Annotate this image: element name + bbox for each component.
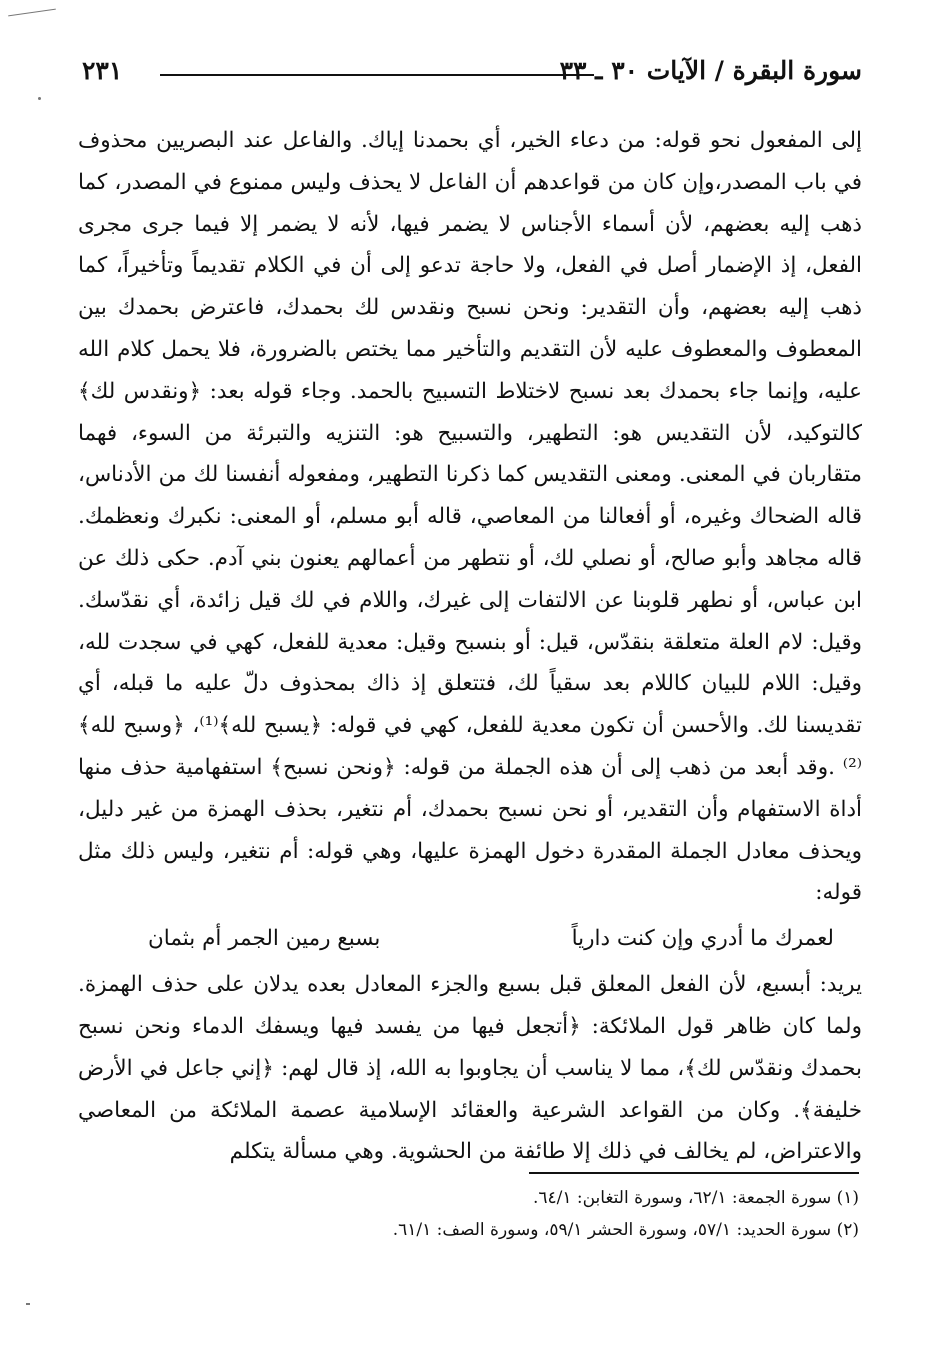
main-text [78, 120, 862, 1173]
footnote: (٢) سورة الحديد: ٥٧/١، وسورة الحشر ٥٩/١، وسورة الصف: ٦١/١. [392, 1220, 859, 1240]
scan-speck [8, 9, 56, 17]
page-header [82, 48, 862, 88]
paragraph: يريد: أبسبع، لأن الفعل المعلق قبل بسبع والجزء المعادل بعده يدلان على حذف الهمزة. ولما كان ظاهر قول الملائكة: ﴿أتجعل فيها من يفسد فيها ويسفك الدماء ونحن نسبح بحمدك ونقدّس لك﴾، مما لا يناسب أن يجاوبوا به الله، إذ قال لهم: ﴿إني جاعل في الأرض خليفة﴾. وكان من القواعد الشرعية والعقائد الإسلامية عصمة الملائكة من المعاصي والاعتراض، لم يخالف في ذلك إلا طائفة من الحشوية. وهي مسألة يتكلم [78, 972, 862, 1165]
verse-first-hemistich: لعمرك ما أدري وإن كنت دارياً [571, 926, 834, 952]
header-rule [160, 74, 594, 76]
scan-speck [38, 97, 41, 100]
poetry-verse [148, 914, 834, 964]
footnotes [75, 1182, 859, 1246]
footnote-separator [529, 1172, 859, 1174]
verse-second-hemistich: بسبع رمين الجمر أم بثمان [148, 926, 381, 952]
running-title: سورة البقرة / الآيات ٣٠ ـ ٣٣ [559, 56, 862, 85]
scan-speck [26, 1303, 30, 1305]
paragraph: إلى المفعول نحو قوله: من دعاء الخير، أي بحمدنا إياك. والفاعل عند البصريين محذوف في باب المصدر،وإن كان من قواعدهم أن الفاعل لا يحذف وليس ممنوع في المصدر، كما ذهب إليه بعضهم، لأن أسماء الأجناس لا يضمر فيها، لأنه لا يضمر إلا فيما جرى مجرى الفعل، إذ الإضمار أصل في الفعل، ولا حاجة تدعو إلى أن في الكلام تقديماً وتأخيراً، كما ذهب إليه بعضهم، وأن التقدير: ونحن نسبح ونقدس لك بحمدك، فاعترض بحمدك بين المعطوف والمعطوف عليه لأن التقديم والتأخير مما يختص بالضرورة، فلا يحمل كلام الله عليه، وإنما جاء بحمدك بعد نسبح لاختلاط التسبيح بالحمد. وجاء قوله بعد: ﴿ونقدس لك﴾ كالتوكيد، لأن التقديس هو: التطهير، والتسبيح هو: التنزيه والتبرئة من السوء، فهما متقاربان في المعنى. ومعنى التقديس كما ذكرنا التطهير، ومفعوله أنفسنا لك من الأدناس، قاله الضحاك وغيره، أو أفعالنا من المعاصي، قاله أبو مسلم، أو المعنى: نكبرك ونعظمك. قاله مجاهد وأبو صالح، أو نصلي لك، أو نتطهر من أعمالهم يعنون بني آدم. حكى ذلك عن ابن عباس، أو نطهر قلوبنا عن الالتفات إلى غيرك، واللام في لك قيل زائدة، أي نقدّسك. وقيل: لام العلة متعلقة بنقدّس، قيل: أو بنسبح وقيل: معدية للفعل، كهي في سجدت لله، وقيل: اللام للبيان كاللام بعد سقياً لك، فتتعلق إذ ذاك بمحذوف دلّ عليه ما قبله، أي تقديسنا لك. والأحسن أن تكون معدية للفعل، كهي في قوله: ﴿يسبح لله﴾⁽¹⁾، ﴿وسبح لله﴾⁽²⁾ .وقد أبعد من ذهب إلى أن هذه الجملة من قوله: ﴿ونحن نسبح﴾ استفهامية حذف منها أداة الاستفهام وأن التقدير، أو نحن نسبح بحمدك، أم نتغير، بحذف الهمزة من غير دليل، ويحذف معادل الجملة المقدرة دخول الهمزة عليها، وهي قوله: أم نتغير، وليس ذلك مثل قوله: [78, 128, 862, 906]
page-number: ٢٣١ [82, 56, 123, 85]
footnote: (١) سورة الجمعة: ٦٢/١، وسورة التغابن: ٦٤/١. [532, 1188, 859, 1208]
